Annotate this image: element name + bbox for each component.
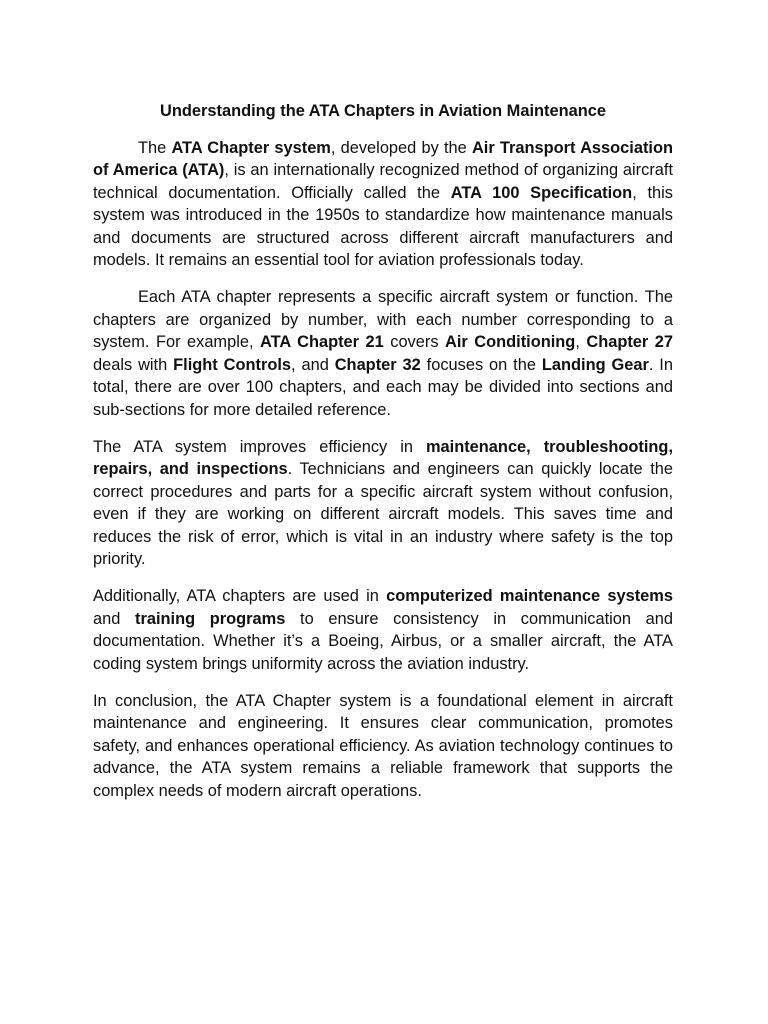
paragraph-text: The [138, 138, 172, 157]
paragraph-chapter-examples [93, 286, 673, 421]
bold-term: ATA Chapter system [171, 138, 331, 157]
bold-term: computerized maintenance systems [386, 587, 673, 605]
paragraph-text: , is an internationally recognized method of organizing aircraft technical documentation. Officially called the [93, 161, 673, 202]
paragraph-text: to ensure consistency in communication and documentation. Whether it’s a Boeing, Airbus, or a smaller aircraft, the ATA coding system brings uniformity across the aviation industry. [93, 609, 674, 673]
paragraph-text: deals with [93, 355, 174, 374]
bold-term: Flight Controls [173, 355, 292, 374]
paragraph-additionally [93, 585, 673, 675]
paragraph-text: , this system was introduced in the 1950s to standardize how maintenance manuals and documents are structured across different aircraft manufacturers and models. It remains an essential tool for aviation professionals today. [93, 183, 674, 269]
bold-term: Air Transport Association of America (ATA) [93, 138, 673, 179]
bold-term: training programs [135, 609, 286, 628]
paragraph-text: In conclusion, the ATA Chapter system is a foundational element in aircraft maintenance and engineering. It ensures clear communication, promotes safety, and enhances operational efficiency. As aviation technology continues to advance, the ATA system remains a reliable framework that supports the complex needs of modern aircraft operations. [93, 691, 673, 800]
paragraph-text: covers [383, 333, 446, 351]
paragraph-text: , and [291, 355, 335, 374]
paragraph-text: focuses on the [420, 355, 542, 374]
document-page [93, 100, 673, 817]
paragraph-text: . Technicians and engineers can quickly locate the correct procedures and parts for a specific aircraft system without confusion, even if they are working on different aircraft models. This saves time and reduces the risk of error, which is vital in an industry where safety is the top priority. [93, 460, 673, 568]
paragraph-efficiency [93, 436, 673, 571]
bold-term: ATA 100 Specification [450, 183, 633, 202]
bold-term: maintenance, troubleshooting, repairs, and inspections [93, 437, 673, 478]
paragraph-text: , developed by the [330, 138, 472, 157]
paragraph-text: Each ATA chapter represents a specific aircraft system or function. The chapters are organized by number, with each number corresponding to a system. For example, [93, 288, 673, 351]
bold-term: ATA Chapter 21 [260, 333, 384, 351]
paragraph-conclusion [93, 690, 673, 803]
bold-term: Chapter 27 [586, 333, 674, 351]
document-title: Understanding the ATA Chapters in Aviation Maintenance [160, 102, 606, 120]
paragraph-text: The ATA system improves efficiency in [93, 437, 426, 456]
paragraph-text: Additionally, ATA chapters are used in [93, 587, 387, 605]
paragraph-text: . In total, there are over 100 chapters, and each may be divided into sections and sub-sections for more detailed reference. [93, 355, 673, 419]
paragraph-text: and [93, 609, 135, 628]
paragraph-text: , [575, 333, 587, 351]
paragraph-introduction [93, 137, 673, 272]
bold-term: Chapter 32 [334, 355, 421, 374]
bold-term: Air Conditioning [445, 333, 576, 351]
bold-term: Landing Gear [541, 355, 649, 374]
